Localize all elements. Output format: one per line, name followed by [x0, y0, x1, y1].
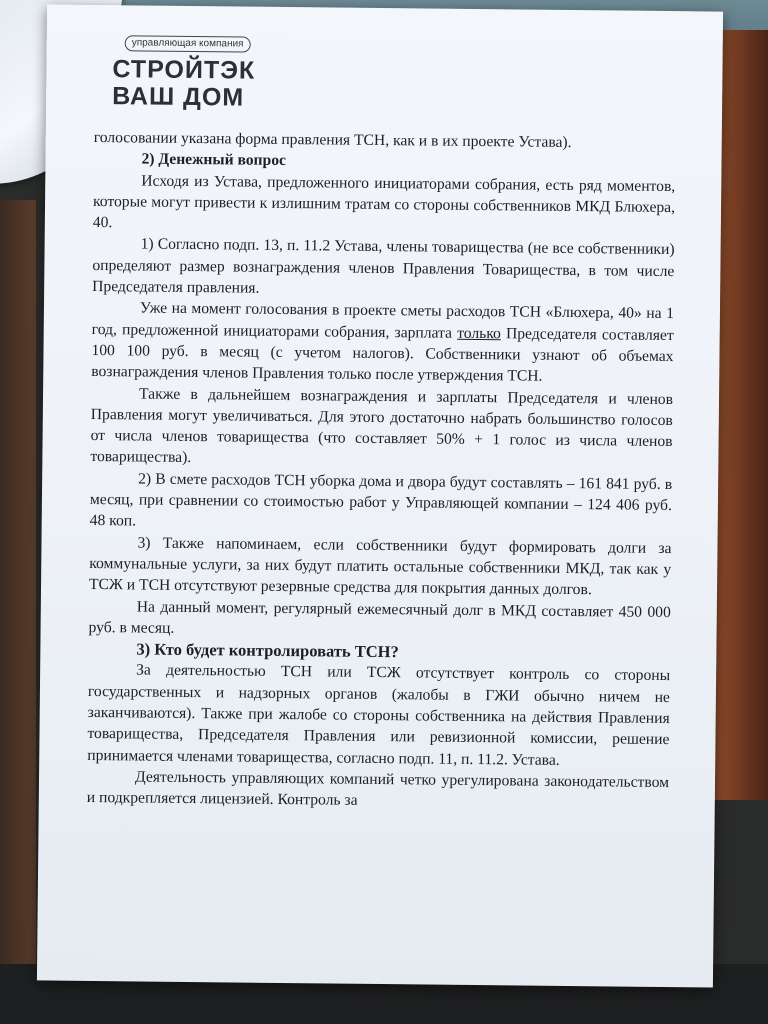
document-body — [87, 127, 676, 815]
paragraph-5: 2) В смете расходов ТСН уборка дома и двора будут составлять – 161 841 руб. в месяц, при сравнении со стоимостью работ у Управляющей компании – 124 406 руб. 48 коп. — [89, 470, 673, 530]
paragraph-4: Также в дальнейшем вознаграждения и зарплаты Председателя и членов Правления могут увеличиваться. Для этого достаточно набрать большинство голосов от числа членов товарищества (что составляет 50% + 1 голос из числа членов товарищества). — [90, 385, 674, 467]
logo-line-2: ВАШ ДОМ — [112, 82, 245, 112]
logo-tagline: управляющая компания — [125, 35, 251, 52]
heading-money-question: 2) Денежный вопрос — [141, 150, 287, 170]
paragraph-7: На данный момент, регулярный ежемесячный долг в МКД составляет 450 000 руб. в месяц. — [88, 597, 671, 637]
underlined-word: только — [457, 324, 501, 342]
heading-control-question: 3) Кто будет контролировать ТСН? — [136, 639, 399, 662]
background-left-edge — [0, 200, 36, 1024]
paragraph-3 — [91, 297, 674, 388]
logo-line-1: СТРОЙТЭК — [112, 55, 256, 85]
paragraph-6: 3) Также напоминаем, если собственники будут формировать долги за коммунальные услуги, за них будут платить остальные собственники МКД, так как у ТСЖ и ТСН отсутствуют резервные средства для покрытия данных долгов. — [88, 534, 672, 599]
paragraph-9: Деятельность управляющих компаний четко урегулирована законодательством и подкрепляется лицензией. Контроль за — [86, 768, 670, 809]
paragraph-intro: голосовании указана форма правления ТСН, как и в их проекте Устава). — [93, 128, 572, 151]
paragraph-8: За деятельностью ТСН или ТСЖ отсутствует контроль со стороны государственных и надзорных органов (жалобы в ГЖИ обычно ничем не заканчиваются). Также при жалобе со стороны собственника на действия Правления товарищества, Председателя Правления или ревизионной комиссии, решение принимается членами товарищества, согласно подп. 11, п. 11.2. Устава. — [87, 661, 671, 769]
document-page — [37, 4, 723, 987]
paragraph-3-part-b: Председателя составляет 100 100 руб. в месяц (с учетом налогов). Собственники узнают об объемах вознаграждения членов Правления только после утверждения ТСН. — [91, 324, 674, 385]
paragraph-1: Исходя из Устава, предложенного инициаторами собрания, есть ряд моментов, которые могут привести к излишним тратам со стороны собственников МКД Блюхера, 40. — [92, 172, 676, 232]
paragraph-2: 1) Согласно подп. 13, п. 11.2 Устава, члены товарищества (не все собственники) определяют размер вознаграждения членов Правления Товарищества, в том числе Председателя правления. — [92, 235, 675, 297]
paragraph-3-part-a: Уже на момент голосования в проекте сметы расходов ТСН «Блюхера, 40» на 1 год, предложенной инициаторами собрания, зарплата — [91, 299, 675, 342]
